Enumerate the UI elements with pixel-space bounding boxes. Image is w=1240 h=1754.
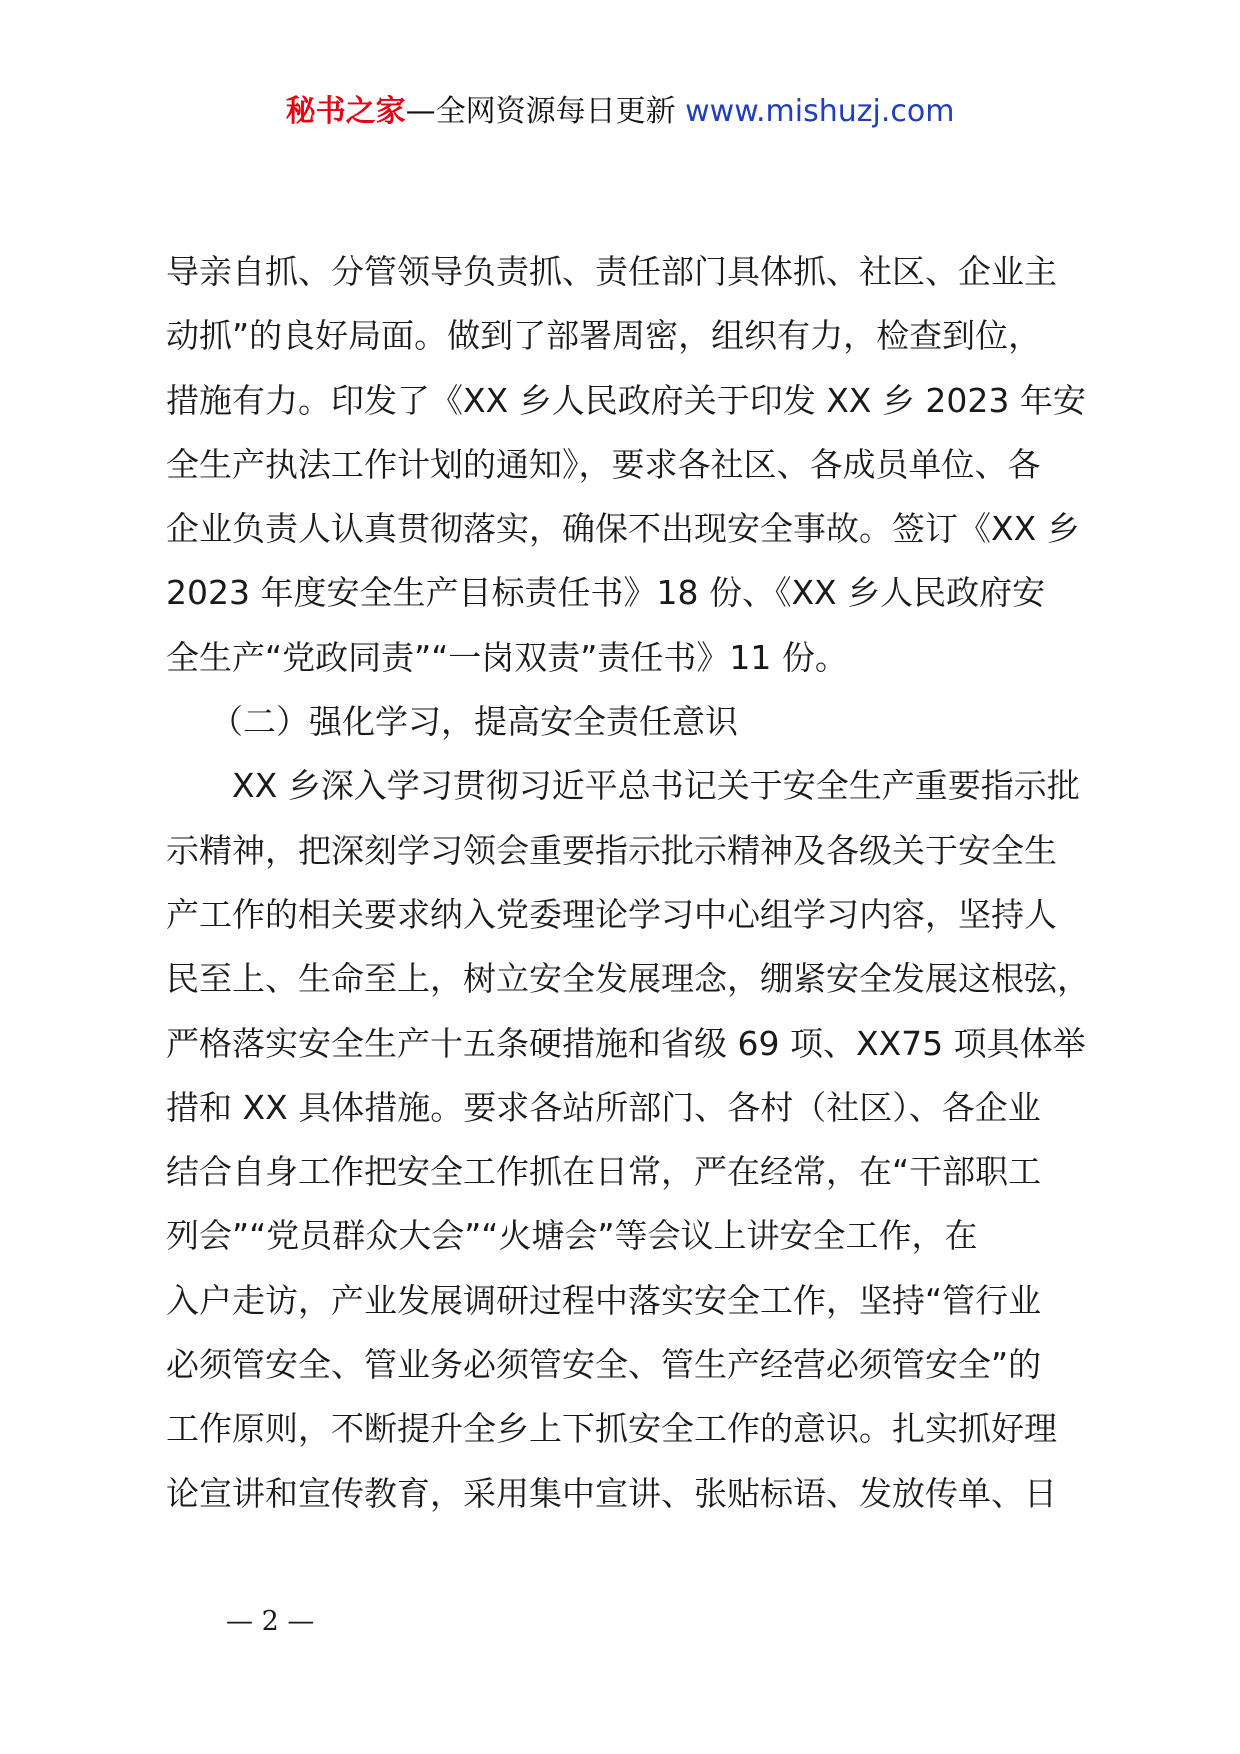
body-line: 民至上、生命至上，树立安全发展理念，绷紧安全发展这根弦， (166, 959, 1090, 999)
body-line: 全生产执法工作计划的通知》，要求各社区、各成员单位、各 (166, 444, 1041, 484)
body-line: 必须管安全、管业务必须管安全、管生产经营必须管安全”的 (166, 1345, 1042, 1385)
body-line: 措施有力。印发了《XX 乡人民政府关于印发 XX 乡 2023 年安 (166, 380, 1086, 420)
body-line: 示精神，把深刻学习领会重要指示批示精神及各级关于安全生 (166, 830, 1057, 870)
paragraph-first-line: XX 乡深入学习贯彻习近平总书记关于安全生产重要指示批 (232, 766, 1080, 806)
body-line: 入户走访，产业发展调研过程中落实安全工作，坚持“管行业 (166, 1280, 1042, 1320)
section-heading: （二）强化学习，提高安全责任意识 (210, 702, 738, 742)
body-line: 产工作的相关要求纳入党委理论学习中心组学习内容，坚持人 (166, 894, 1057, 934)
header-slogan: —全网资源每日更新 (405, 94, 676, 129)
body-line: 严格落实安全生产十五条硬措施和省级 69 项、XX75 项具体举 (166, 1023, 1086, 1063)
body-line: 结合自身工作把安全工作抓在日常，严在经常，在“干部职工 (166, 1152, 1042, 1192)
body-line: 措和 XX 具体措施。要求各站所部门、各村（社区）、各企业 (166, 1087, 1041, 1127)
body-line: 工作原则，不断提升全乡上下抓安全工作的意识。扎实抓好理 (166, 1409, 1057, 1449)
page-number: — 2 — (226, 1606, 315, 1637)
body-line: 企业负责人认真贯彻落实，确保不出现安全事故。签订《XX 乡 (166, 509, 1080, 549)
document-body (166, 240, 1121, 1526)
body-line: 列会”“党员群众大会”“火塘会”等会议上讲安全工作，在 (166, 1216, 978, 1256)
body-line: 导亲自抓、分管领导负责抓、责任部门具体抓、社区、企业主 (166, 252, 1057, 291)
header-brand: 秘书之家 (285, 94, 406, 129)
body-line: 论宣讲和宣传教育，采用集中宣讲、张贴标语、发放传单、日 (166, 1473, 1057, 1513)
page-header (0, 92, 1240, 132)
header-url[interactable]: www.mishuzj.com (685, 94, 955, 129)
body-line: 动抓”的良好局面。做到了部署周密，组织有力，检查到位， (166, 316, 1042, 356)
body-line: 2023 年度安全生产目标责任书》18 份、《XX 乡人民政府安 (166, 573, 1046, 613)
body-line: 全生产“党政同责”“一岗双责”责任书》11 份。 (166, 637, 848, 677)
